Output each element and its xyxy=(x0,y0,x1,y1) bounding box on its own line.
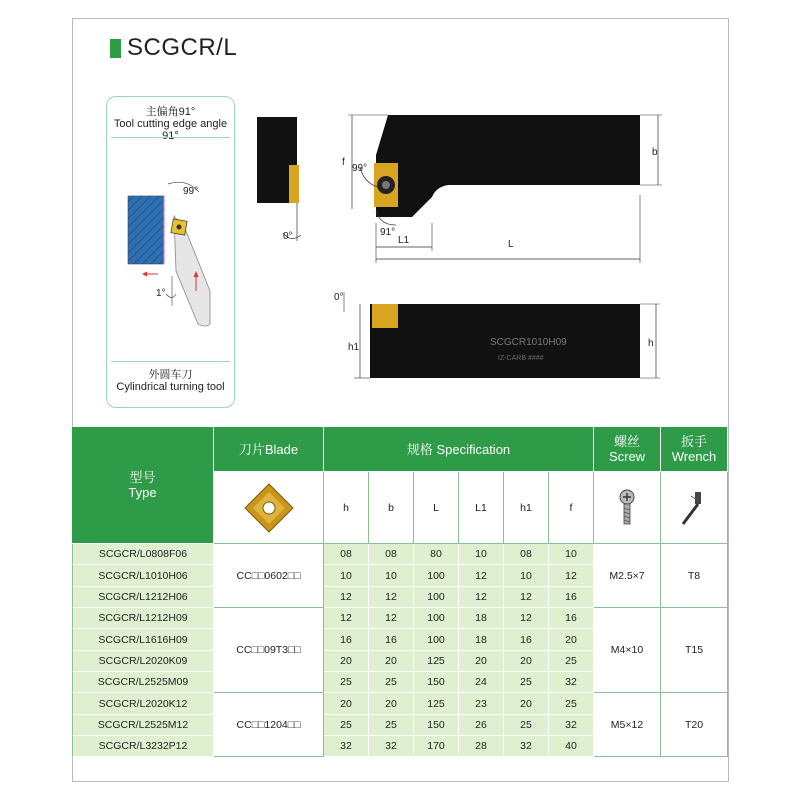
dim-f-label: f xyxy=(342,157,345,168)
table-cell-l1: 18 xyxy=(459,608,504,629)
screw-icon xyxy=(612,488,642,528)
table-cell-b: 25 xyxy=(369,715,414,736)
header-wrench xyxy=(661,427,728,472)
table-cell-l1: 20 xyxy=(459,651,504,672)
header-wrench-en: Wrench xyxy=(671,449,717,464)
tool-end-view xyxy=(255,115,315,245)
table-row-type: SCGCR/L1616H09 xyxy=(72,629,214,651)
table-cell-f: 10 xyxy=(549,544,594,565)
dim-L1-label: L1 xyxy=(398,235,410,246)
table-row-type: SCGCR/L1212H09 xyxy=(72,608,214,629)
table-row-type: SCGCR/L2525M09 xyxy=(72,672,214,693)
table-cell-f: 32 xyxy=(549,715,594,736)
table-cell-l: 170 xyxy=(414,736,459,757)
table-cell-f: 25 xyxy=(549,651,594,672)
table-cell-f: 40 xyxy=(549,736,594,757)
dim-h-label: h xyxy=(648,338,654,349)
blade-insert-icon xyxy=(241,480,297,536)
table-cell-h1: 25 xyxy=(504,672,549,693)
header-blade: 刀片Blade xyxy=(214,427,324,472)
table-cell-l: 80 xyxy=(414,544,459,565)
table-cell-h1: 20 xyxy=(504,693,549,715)
table-cell-h1: 25 xyxy=(504,715,549,736)
body-marking: SCGCR1010H09 xyxy=(490,337,567,348)
table-cell-h1: 20 xyxy=(504,651,549,672)
table-cell-l1: 12 xyxy=(459,565,504,587)
header-screw xyxy=(594,427,661,472)
table-cell-b: 20 xyxy=(369,651,414,672)
table-cell-l: 150 xyxy=(414,672,459,693)
table-cell-h: 25 xyxy=(324,672,369,693)
header-screw-cn: 螺丝 xyxy=(613,434,640,449)
table-cell-h1: 10 xyxy=(504,565,549,587)
table-row-type: SCGCR/L2020K12 xyxy=(72,693,214,715)
header-type-cn: 型号 xyxy=(129,470,156,485)
table-cell-h1: 32 xyxy=(504,736,549,757)
header-specification: 规格 Specification xyxy=(324,427,594,472)
table-cell-l1: 10 xyxy=(459,544,504,565)
table-cell-b: 12 xyxy=(369,608,414,629)
table-cell-l: 125 xyxy=(414,651,459,672)
col-L: L xyxy=(414,472,459,544)
turning-tool-label-en: Cylindrical turning tool xyxy=(116,381,225,393)
table-cell-b: 20 xyxy=(369,693,414,715)
table-cell-h: 32 xyxy=(324,736,369,757)
table-cell-f: 20 xyxy=(549,629,594,651)
table-cell-f: 25 xyxy=(549,693,594,715)
header-screw-en: Screw xyxy=(608,449,646,464)
table-cell-b: 25 xyxy=(369,672,414,693)
table-cell-h: 20 xyxy=(324,693,369,715)
table-cell-l1: 28 xyxy=(459,736,504,757)
dim-L-label: L xyxy=(508,239,514,250)
table-cell-l1: 23 xyxy=(459,693,504,715)
screw-image-cell xyxy=(594,472,661,544)
workpiece-shape xyxy=(128,196,164,264)
table-cell-l1: 24 xyxy=(459,672,504,693)
title-marker xyxy=(110,39,121,58)
table-cell-f: 16 xyxy=(549,608,594,629)
blade-group-1: CC□□0602□□ xyxy=(214,544,324,608)
table-cell-h1: 12 xyxy=(504,608,549,629)
top-view-body xyxy=(376,115,640,217)
table-cell-f: 12 xyxy=(549,565,594,587)
turning-tool-label-cn: 外圆车刀 xyxy=(148,369,193,381)
cutting-angle-label-en: Tool cutting edge angle 91° xyxy=(113,118,228,142)
angle-99-label: 99° xyxy=(183,186,199,197)
table-cell-b: 16 xyxy=(369,629,414,651)
table-cell-h1: 16 xyxy=(504,629,549,651)
cutting-angle-label-cn: 主偏角91° xyxy=(145,106,196,118)
screw-group-3: M5×12 xyxy=(594,693,661,757)
angle-91-label: 91° xyxy=(380,227,396,238)
blade-image-cell xyxy=(214,472,324,544)
col-L1: L1 xyxy=(459,472,504,544)
side-view-insert xyxy=(372,304,398,328)
screw-group-1: M2.5×7 xyxy=(594,544,661,608)
table-cell-h: 10 xyxy=(324,565,369,587)
page-title: SCGCR/L xyxy=(127,34,238,61)
table-cell-h1: 08 xyxy=(504,544,549,565)
top-angle-99-label: 99° xyxy=(352,163,368,174)
wrench-group-2: T15 xyxy=(661,608,728,693)
table-cell-h: 25 xyxy=(324,715,369,736)
table-cell-b: 08 xyxy=(369,544,414,565)
table-cell-l1: 12 xyxy=(459,587,504,608)
side-angle-0-label: 0° xyxy=(334,292,344,303)
screw-group-2: M4×10 xyxy=(594,608,661,693)
table-row-type: SCGCR/L2020K09 xyxy=(72,651,214,672)
wrench-group-1: T8 xyxy=(661,544,728,608)
table-row-type: SCGCR/L1212H06 xyxy=(72,587,214,608)
table-cell-b: 32 xyxy=(369,736,414,757)
table-row-type: SCGCR/L2525M12 xyxy=(72,715,214,736)
table-cell-l: 100 xyxy=(414,608,459,629)
table-cell-l1: 18 xyxy=(459,629,504,651)
table-row-type: SCGCR/L0808F06 xyxy=(72,544,214,565)
col-b: b xyxy=(369,472,414,544)
wrench-group-3: T20 xyxy=(661,693,728,757)
dim-b-label: b xyxy=(652,147,658,158)
table-cell-h1: 12 xyxy=(504,587,549,608)
table-cell-f: 32 xyxy=(549,672,594,693)
table-cell-l: 100 xyxy=(414,565,459,587)
header-type xyxy=(72,427,214,544)
angle-1-label: 1° xyxy=(156,288,166,299)
turning-illustration xyxy=(106,96,233,406)
tool-side-view xyxy=(330,290,670,390)
table-cell-b: 10 xyxy=(369,565,414,587)
tool-top-view xyxy=(340,105,680,275)
table-cell-h: 20 xyxy=(324,651,369,672)
table-cell-l: 100 xyxy=(414,629,459,651)
table-row-type: SCGCR/L1010H06 xyxy=(72,565,214,587)
spec-table xyxy=(72,427,728,768)
table-cell-l: 100 xyxy=(414,587,459,608)
wrench-icon xyxy=(677,488,711,528)
blade-group-2: CC□□09T3□□ xyxy=(214,608,324,693)
col-f: f xyxy=(549,472,594,544)
angle-0-label: 0° xyxy=(283,231,293,242)
wrench-image-cell xyxy=(661,472,728,544)
table-cell-b: 12 xyxy=(369,587,414,608)
table-cell-h: 12 xyxy=(324,608,369,629)
header-type-en: Type xyxy=(128,485,157,500)
header-wrench-cn: 扳手 xyxy=(680,434,707,449)
table-cell-h: 08 xyxy=(324,544,369,565)
table-cell-l: 150 xyxy=(414,715,459,736)
table-cell-h: 12 xyxy=(324,587,369,608)
table-row-type: SCGCR/L3232P12 xyxy=(72,736,214,757)
col-h: h xyxy=(324,472,369,544)
table-cell-l: 125 xyxy=(414,693,459,715)
col-h1: h1 xyxy=(504,472,549,544)
insert-end-shape xyxy=(289,165,299,203)
body-marking-secondary: IZ-CARB #### xyxy=(498,355,544,362)
dim-h1-label: h1 xyxy=(348,342,360,353)
table-cell-h: 16 xyxy=(324,629,369,651)
blade-group-3: CC□□1204□□ xyxy=(214,693,324,757)
table-cell-l1: 26 xyxy=(459,715,504,736)
table-cell-f: 16 xyxy=(549,587,594,608)
